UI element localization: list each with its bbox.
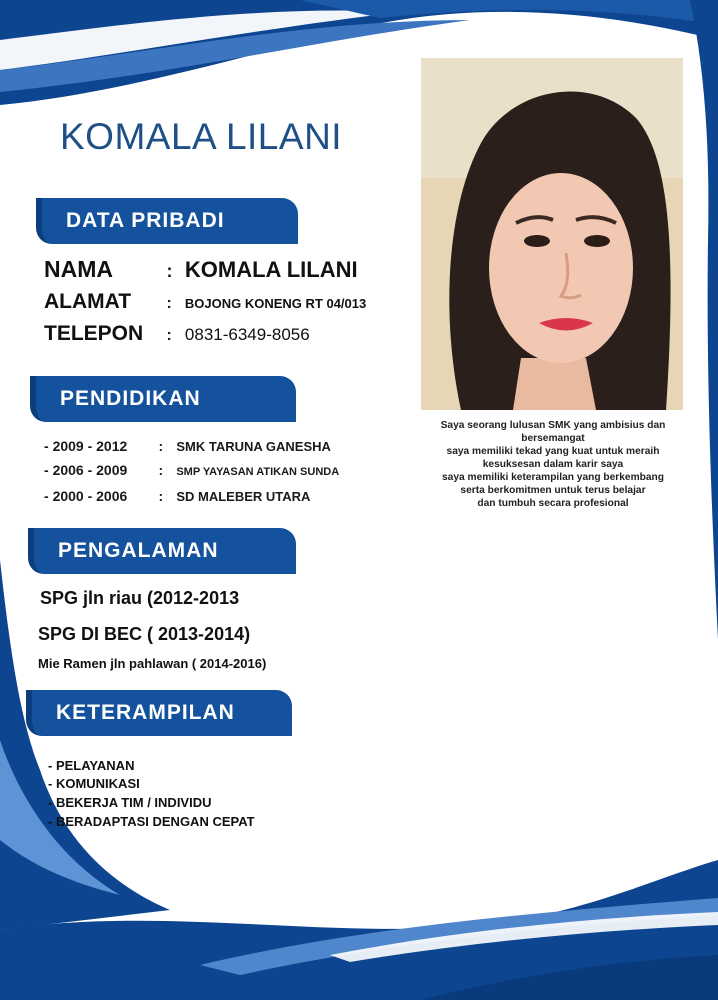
skill-label: KOMUNIKASI [55, 776, 140, 791]
section-header-education: PENDIDIKAN [30, 376, 296, 422]
colon: : [166, 261, 173, 281]
section-header-personal: DATA PRIBADI [36, 198, 298, 244]
education-school: SMK TARUNA GANESHA [176, 439, 331, 454]
education-school: SMP YAYASAN ATIKAN SUNDA [176, 466, 340, 478]
value-nama: KOMALA LILANI [184, 257, 358, 282]
colon: : [158, 488, 164, 504]
dash: - [48, 795, 56, 810]
skill-item [48, 795, 211, 810]
about-line: serta berkomitmen untuk terus belajar [460, 485, 646, 496]
experience-item: SPG jln riau (2012-2013 [40, 588, 240, 608]
dash: - [44, 438, 49, 454]
skill-label: BERADAPTASI DENGAN CEPAT [55, 814, 255, 829]
dash: - [44, 488, 49, 504]
education-years: 2006 - 2009 [52, 462, 128, 478]
education-years: 2009 - 2012 [52, 438, 128, 454]
skill-item [48, 814, 255, 829]
about-line: bersemangat [521, 433, 585, 444]
colon: : [166, 327, 172, 344]
skill-label: BEKERJA TIM / INDIVIDU [55, 795, 212, 810]
colon: : [166, 295, 172, 312]
experience-item: SPG DI BEC ( 2013-2014) [38, 624, 251, 644]
label-nama: NAMA [44, 256, 113, 282]
education-school: SD MALEBER UTARA [176, 489, 311, 504]
about-line: saya memiliki keterampilan yang berkembang [442, 472, 664, 483]
value-alamat: BOJONG KONENG RT 04/013 [184, 296, 367, 311]
colon: : [158, 438, 164, 454]
section-header-skills: KETERAMPILAN [26, 690, 292, 736]
about-text [420, 419, 686, 510]
colon: : [158, 462, 164, 478]
dash: - [48, 758, 56, 773]
portrait-illustration [421, 58, 683, 410]
education-item [44, 462, 339, 478]
dash: - [48, 776, 56, 791]
section-header-experience: PENGALAMAN [28, 528, 296, 574]
skill-label: PELAYANAN [55, 758, 135, 773]
skill-item [48, 776, 140, 791]
about-line: kesuksesan dalam karir saya [482, 459, 624, 470]
page-title: KOMALA LILANI [60, 116, 343, 157]
about-line: saya memiliki tekad yang kuat untuk meraih [446, 446, 660, 457]
personal-row-phone [44, 322, 310, 346]
about-line: Saya seorang lulusan SMK yang ambisius dan [440, 420, 666, 431]
education-item [44, 438, 331, 454]
about-line: dan tumbuh secara profesional [477, 498, 629, 509]
dash: - [48, 814, 56, 829]
experience-item: Mie Ramen jln pahlawan ( 2014-2016) [38, 656, 267, 671]
label-telepon: TELEPON [44, 322, 144, 345]
education-item [44, 488, 310, 504]
dash: - [44, 462, 49, 478]
personal-row-address [44, 290, 366, 314]
profile-photo [421, 58, 683, 410]
value-telepon: 0831-6349-8056 [184, 325, 310, 344]
education-years: 2000 - 2006 [52, 488, 128, 504]
personal-row-name [44, 256, 358, 283]
label-alamat: ALAMAT [44, 290, 132, 313]
skill-item [48, 758, 134, 773]
